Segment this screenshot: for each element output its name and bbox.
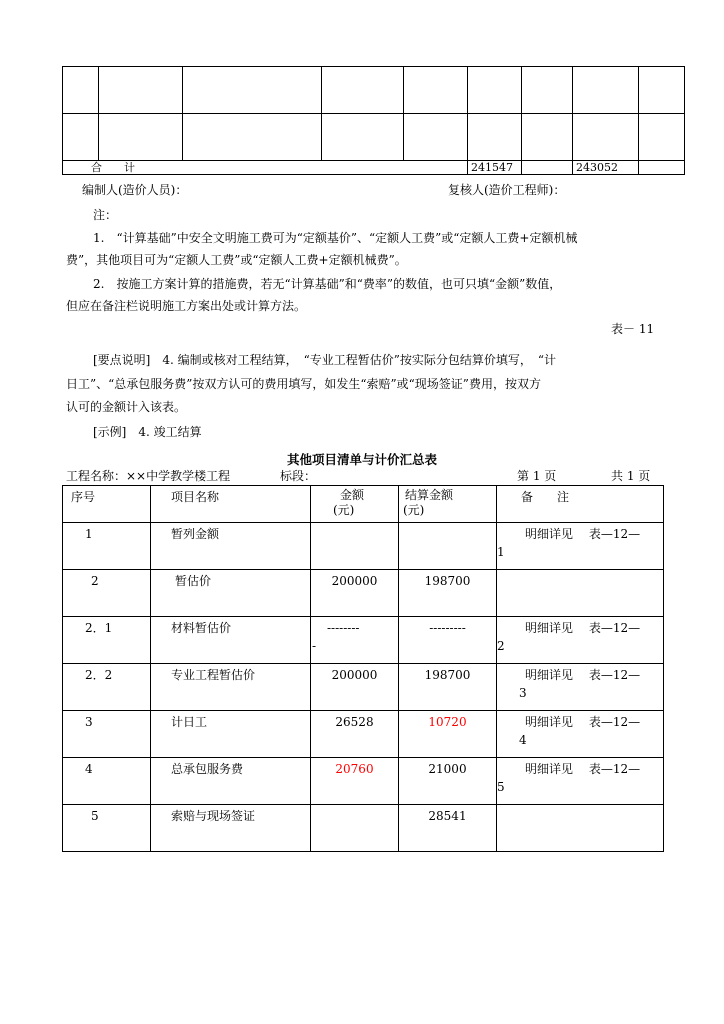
note-1-line-1: 1. “计算基础”中安全文明施工费可为“定额基价”、“定额人工费”或“定额人工费+定额机械 bbox=[93, 231, 578, 245]
page-number: 第 1 页 bbox=[517, 469, 557, 483]
table-row bbox=[63, 617, 664, 664]
table-ref: 表－ 11 bbox=[611, 322, 655, 336]
row-amount-line-2: - bbox=[312, 639, 317, 653]
total-value-b: 243052 bbox=[573, 161, 639, 175]
table-row bbox=[63, 570, 664, 617]
key-point-line-3: 认可的金额计入该表。 bbox=[66, 400, 187, 414]
row-name: 暂估价 bbox=[151, 570, 311, 617]
header-name: 项目名称 bbox=[151, 486, 311, 523]
row-remark bbox=[497, 617, 664, 664]
total-label: 合 计 bbox=[63, 161, 468, 175]
row-remark-line-1: 明细详见 表—12— bbox=[525, 527, 641, 541]
table-row bbox=[63, 711, 664, 758]
table-row bbox=[63, 523, 664, 570]
row-no: 1 bbox=[63, 523, 151, 570]
row-name: 材料暂估价 bbox=[151, 617, 311, 664]
top-table-total-row bbox=[63, 161, 685, 175]
top-table-row bbox=[63, 114, 685, 161]
row-settle: 28541 bbox=[399, 805, 497, 852]
header-amount-label: 金额 bbox=[340, 488, 365, 502]
row-no: 3 bbox=[63, 711, 151, 758]
summary-header-row bbox=[63, 486, 664, 523]
row-name: 暂列金额 bbox=[151, 523, 311, 570]
total-value-a: 241547 bbox=[468, 161, 522, 175]
row-remark bbox=[497, 711, 664, 758]
row-remark-line-1: 明细详见 表—12— bbox=[525, 715, 641, 729]
row-remark bbox=[497, 805, 664, 852]
header-remark: 备 注 bbox=[497, 486, 664, 523]
row-remark-line-2: 2 bbox=[497, 639, 505, 653]
header-settle bbox=[399, 486, 497, 523]
total-pages: 共 1 页 bbox=[611, 469, 651, 483]
header-no: 序号 bbox=[63, 486, 151, 523]
row-remark-line-2: 5 bbox=[497, 780, 505, 794]
header-amount bbox=[311, 486, 399, 523]
row-no: 4 bbox=[63, 758, 151, 805]
row-no: 2．2 bbox=[63, 664, 151, 711]
row-amount: 200000 bbox=[311, 664, 399, 711]
row-settle: 10720 bbox=[399, 711, 497, 758]
header-settle-unit: (元) bbox=[403, 503, 425, 517]
row-remark-line-1: 明细详见 表—12— bbox=[525, 621, 641, 635]
top-table-row bbox=[63, 67, 685, 114]
notes-title: 注： bbox=[93, 208, 118, 222]
row-settle: --------- bbox=[399, 617, 497, 664]
row-no: 2．1 bbox=[63, 617, 151, 664]
row-amount-line-1: -------- bbox=[327, 621, 360, 635]
key-point-line-2: 日工”、“总承包服务费”按双方认可的费用填写，如发生“索赔”或“现场签证”费用，按双方 bbox=[66, 377, 541, 391]
note-2-line-2: 但应在备注栏说明施工方案出处或计算方法。 bbox=[66, 299, 307, 313]
compiler-label: 编制人(造价人员)： bbox=[82, 183, 188, 197]
row-name: 总承包服务费 bbox=[151, 758, 311, 805]
row-settle: 198700 bbox=[399, 664, 497, 711]
summary-title: 其他项目清单与计价汇总表 bbox=[286, 452, 437, 467]
row-name: 计日工 bbox=[151, 711, 311, 758]
table-row bbox=[63, 805, 664, 852]
row-remark-line-1: 明细详见 表—12— bbox=[525, 668, 641, 682]
header-settle-label: 结算金额 bbox=[405, 488, 454, 502]
table-row bbox=[63, 758, 664, 805]
row-amount: 26528 bbox=[311, 711, 399, 758]
note-2-line-1: 2. 按施工方案计算的措施费，若无“计算基础”和“费率”的数值，也可只填“金额”数值， bbox=[93, 277, 562, 291]
row-remark-line-2: 4 bbox=[519, 733, 527, 747]
row-amount bbox=[311, 617, 399, 664]
row-amount bbox=[311, 523, 399, 570]
row-remark bbox=[497, 523, 664, 570]
table-row bbox=[63, 664, 664, 711]
top-table bbox=[62, 66, 685, 175]
header-amount-unit: (元) bbox=[333, 503, 355, 517]
project-name: 工程名称：××中学教学楼工程 bbox=[66, 469, 231, 483]
row-remark-line-2: 1 bbox=[497, 545, 505, 559]
row-amount: 200000 bbox=[311, 570, 399, 617]
row-settle: 21000 bbox=[399, 758, 497, 805]
row-amount: 20760 bbox=[311, 758, 399, 805]
row-name: 索赔与现场签证 bbox=[151, 805, 311, 852]
reviewer-label: 复核人(造价工程师)： bbox=[448, 183, 566, 197]
summary-table bbox=[62, 485, 664, 852]
row-settle: 198700 bbox=[399, 570, 497, 617]
note-1-line-2: 费”，其他项目可为“定额人工费”或“定额人工费+定额机械费”。 bbox=[66, 253, 407, 267]
row-remark bbox=[497, 664, 664, 711]
row-remark-line-1: 明细详见 表—12— bbox=[525, 762, 641, 776]
row-remark-line-2: 3 bbox=[519, 686, 527, 700]
row-no: 2 bbox=[63, 570, 151, 617]
row-remark bbox=[497, 758, 664, 805]
row-amount bbox=[311, 805, 399, 852]
row-name: 专业工程暂估价 bbox=[151, 664, 311, 711]
example-line: [示例] 4. 竣工结算 bbox=[93, 425, 202, 439]
key-point-line-1: [要点说明] 4. 编制或核对工程结算， “专业工程暂估价”按实际分包结算价填写， “计 bbox=[93, 353, 557, 367]
row-remark bbox=[497, 570, 664, 617]
row-no: 5 bbox=[63, 805, 151, 852]
row-settle bbox=[399, 523, 497, 570]
section-label: 标段： bbox=[280, 469, 317, 483]
